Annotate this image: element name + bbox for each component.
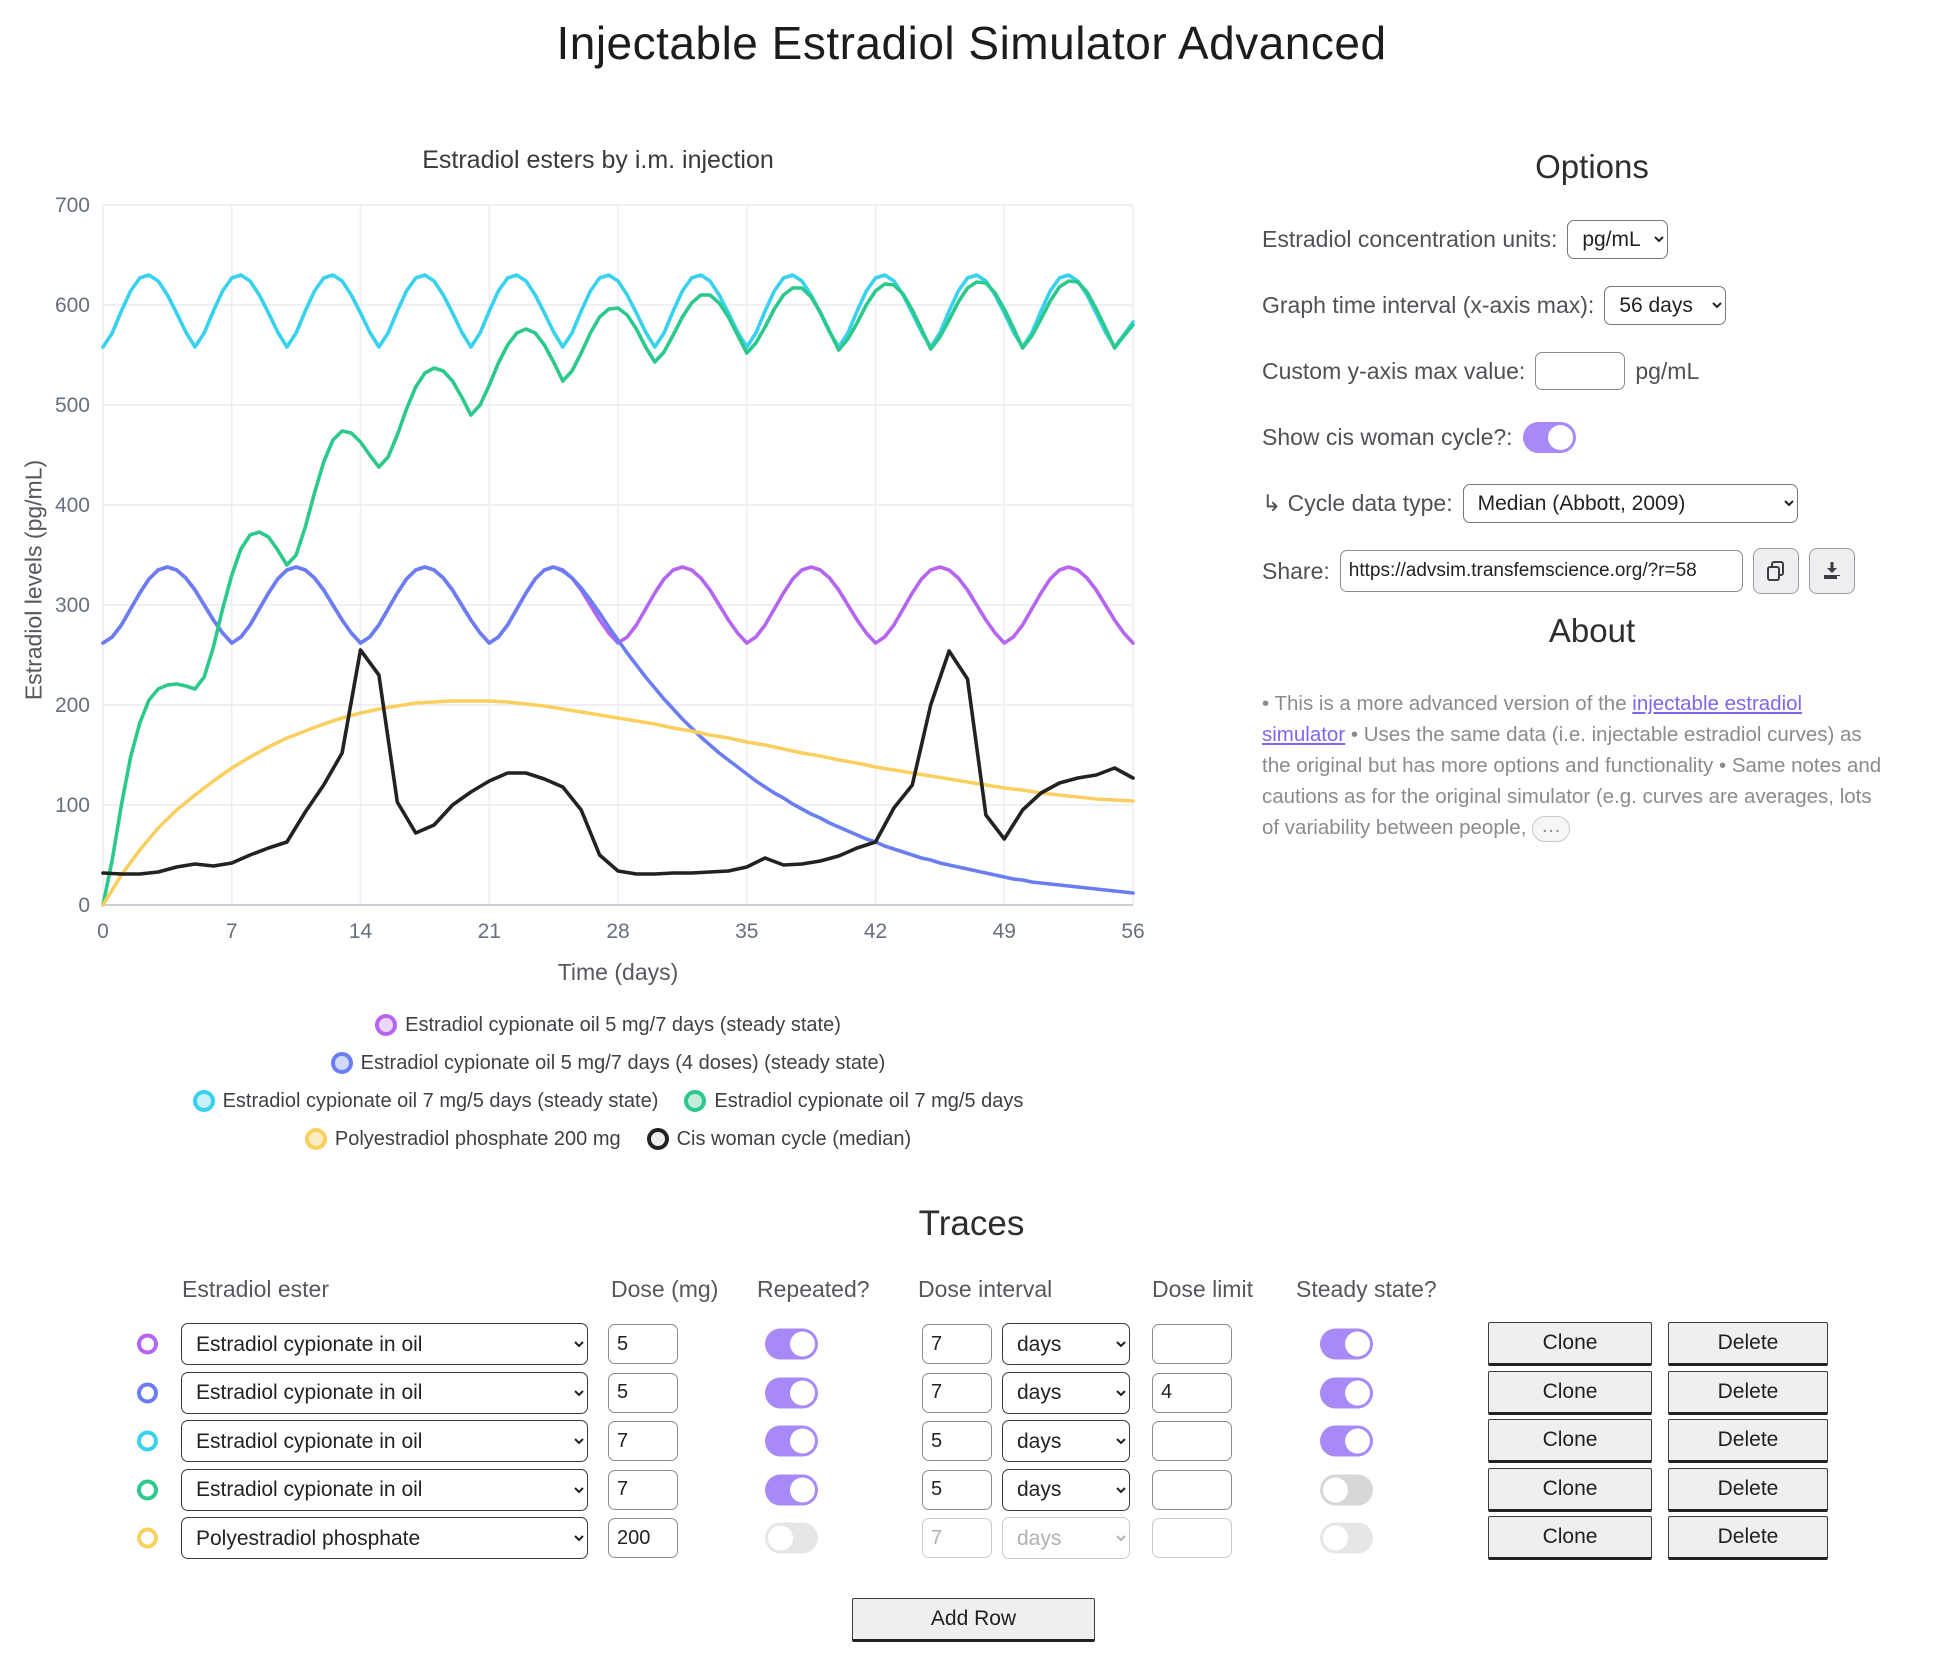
about-paragraph	[1262, 688, 1886, 843]
page-title: Injectable Estradiol Simulator Advanced	[556, 17, 1387, 69]
repeated-toggle[interactable]	[765, 1474, 818, 1505]
repeated-toggle[interactable]	[765, 1377, 818, 1408]
x-tick-label: 14	[348, 920, 373, 943]
traces-column-header: Steady state?	[1296, 1276, 1437, 1302]
dose-input[interactable]	[608, 1470, 678, 1510]
dose-input[interactable]	[608, 1373, 678, 1413]
chart-block	[28, 140, 1178, 1170]
option-row-cycle-type	[1262, 482, 1932, 524]
traces-column-header: Dose limit	[1152, 1276, 1253, 1302]
trace-color-dot	[137, 1382, 158, 1403]
steady-state-toggle	[1320, 1523, 1373, 1554]
copy-icon	[1765, 560, 1787, 582]
interval-unit-select[interactable]	[1002, 1323, 1130, 1365]
trace-color-dot	[137, 1334, 158, 1355]
legend-item[interactable]	[193, 1090, 659, 1113]
legend-marker-icon	[305, 1128, 327, 1150]
legend-row	[28, 1084, 1188, 1118]
clone-button[interactable]: Clone	[1488, 1419, 1652, 1463]
download-button[interactable]	[1809, 548, 1855, 594]
options-heading: Options	[1535, 148, 1649, 185]
traces-column-header: Dose (mg)	[611, 1276, 719, 1302]
toggle-knob	[1345, 1380, 1370, 1405]
ymax-input[interactable]	[1535, 352, 1625, 390]
toggle-knob	[1548, 425, 1573, 450]
trace-row	[0, 1369, 1943, 1417]
steady-state-toggle[interactable]	[1320, 1329, 1373, 1360]
trace-color-dot	[137, 1528, 158, 1549]
legend-row	[28, 1122, 1188, 1156]
interval-input[interactable]	[922, 1421, 992, 1461]
cycle-toggle-label: Show cis woman cycle?:	[1262, 423, 1513, 450]
steady-state-toggle[interactable]	[1320, 1474, 1373, 1505]
y-tick-label: 300	[54, 594, 90, 617]
legend-item[interactable]	[331, 1052, 886, 1075]
repeated-toggle[interactable]	[765, 1329, 818, 1360]
trace-row	[0, 1466, 1943, 1514]
ester-select[interactable]	[181, 1420, 588, 1462]
share-url-input[interactable]	[1340, 550, 1743, 592]
repeated-toggle[interactable]	[765, 1426, 818, 1457]
x-axis-title: Time (days)	[557, 959, 679, 985]
ymax-label: Custom y-axis max value:	[1262, 357, 1526, 384]
legend-label: Estradiol cypionate oil 5 mg/7 days (steady state)	[405, 1013, 841, 1036]
about-text-2: • Uses the same data (i.e. injectable estradiol curves) as the original but has more options and functionality • Same notes and cautions as for the original simulator (e.g. curves are averages, lots of variability between people,	[1262, 723, 1882, 839]
y-tick-label: 0	[78, 894, 90, 917]
toggle-knob	[1323, 1526, 1348, 1551]
dose-limit-input	[1152, 1518, 1232, 1558]
option-row-units	[1262, 218, 1932, 260]
option-row-cycle-toggle	[1262, 416, 1932, 458]
ester-select[interactable]	[181, 1517, 588, 1559]
dose-input[interactable]	[608, 1324, 678, 1364]
legend-marker-icon	[331, 1052, 353, 1074]
x-tick-label: 42	[863, 920, 888, 943]
y-tick-label: 500	[54, 394, 90, 417]
clone-button[interactable]: Clone	[1488, 1516, 1652, 1560]
share-label: Share:	[1262, 557, 1330, 584]
toggle-knob	[790, 1332, 815, 1357]
toggle-knob	[1345, 1332, 1370, 1357]
legend-marker-icon	[193, 1090, 215, 1112]
x-tick-label: 7	[225, 920, 238, 943]
options-panel	[1262, 218, 1932, 594]
option-row-interval	[1262, 284, 1932, 326]
ester-select[interactable]	[181, 1372, 588, 1414]
x-tick-label: 56	[1121, 920, 1145, 943]
toggle-knob	[790, 1429, 815, 1454]
legend-item[interactable]	[684, 1090, 1023, 1113]
clone-button[interactable]: Clone	[1488, 1371, 1652, 1415]
delete-button[interactable]: Delete	[1668, 1371, 1828, 1415]
steady-state-toggle[interactable]	[1320, 1377, 1373, 1408]
ester-select[interactable]	[181, 1323, 588, 1365]
interval-input[interactable]	[922, 1324, 992, 1364]
dose-input[interactable]	[608, 1421, 678, 1461]
dose-input[interactable]	[608, 1518, 678, 1558]
dose-limit-input[interactable]	[1152, 1324, 1232, 1364]
trace-row	[0, 1320, 1943, 1368]
traces-heading: Traces	[918, 1204, 1025, 1243]
chart-title: Estradiol esters by i.m. injection	[422, 146, 774, 174]
interval-label: Graph time interval (x-axis max):	[1262, 291, 1595, 318]
delete-button[interactable]: Delete	[1668, 1468, 1828, 1512]
repeated-toggle	[765, 1523, 818, 1554]
legend-label: Estradiol cypionate oil 7 mg/5 days (steady state)	[222, 1089, 659, 1112]
option-row-ymax	[1262, 350, 1932, 392]
toggle-knob	[790, 1477, 815, 1502]
legend-label: Polyestradiol phosphate 200 mg	[334, 1127, 621, 1150]
legend-marker-icon	[647, 1128, 669, 1150]
x-tick-label: 28	[606, 920, 630, 943]
dose-limit-input[interactable]	[1152, 1373, 1232, 1413]
interval-unit-select[interactable]	[1002, 1420, 1130, 1462]
option-row-share	[1262, 548, 1932, 594]
delete-button[interactable]: Delete	[1668, 1419, 1828, 1463]
units-label: Estradiol concentration units:	[1262, 225, 1558, 252]
dose-limit-input[interactable]	[1152, 1421, 1232, 1461]
copy-link-button[interactable]	[1753, 548, 1799, 594]
estradiol-chart	[28, 160, 1168, 990]
y-tick-label: 600	[54, 294, 90, 317]
delete-button[interactable]: Delete	[1668, 1516, 1828, 1560]
about-heading: About	[1548, 612, 1636, 649]
units-select[interactable]	[1567, 220, 1668, 259]
legend-label: Estradiol cypionate oil 7 mg/5 days	[714, 1089, 1024, 1112]
traces-column-header: Estradiol ester	[182, 1276, 330, 1302]
legend-label: Cis woman cycle (median)	[676, 1127, 912, 1150]
expand-about-button[interactable]: …	[1532, 816, 1570, 842]
interval-unit-select[interactable]	[1002, 1372, 1130, 1414]
legend-label: Estradiol cypionate oil 5 mg/7 days (4 doses) (steady state)	[360, 1051, 886, 1074]
clone-button[interactable]: Clone	[1488, 1468, 1652, 1512]
interval-input	[922, 1518, 992, 1558]
interval-unit-select[interactable]	[1002, 1469, 1130, 1511]
interval-input[interactable]	[922, 1373, 992, 1413]
injectable-estradiol-simulator-link[interactable]: injectable estradiol simulator	[1262, 692, 1803, 746]
legend-item[interactable]	[375, 1014, 841, 1037]
y-tick-label: 100	[54, 794, 90, 817]
legend-item[interactable]	[647, 1128, 912, 1151]
dose-limit-input[interactable]	[1152, 1470, 1232, 1510]
y-axis-title: Estradiol levels (pg/mL)	[20, 459, 47, 701]
show-cycle-toggle[interactable]	[1523, 422, 1576, 453]
x-tick-label: 49	[992, 920, 1016, 943]
x-tick-label: 0	[97, 920, 109, 943]
ester-select[interactable]	[181, 1469, 588, 1511]
cycle-type-select[interactable]	[1463, 484, 1798, 523]
legend-marker-icon	[684, 1090, 706, 1112]
x-tick-label: 35	[735, 920, 759, 943]
add-row-button[interactable]: Add Row	[852, 1598, 1095, 1642]
cycle-type-label: ↳ Cycle data type:	[1262, 489, 1453, 516]
traces-column-header: Repeated?	[757, 1276, 870, 1302]
about-text-1: • This is a more advanced version of the	[1262, 692, 1633, 715]
trace-row	[0, 1417, 1943, 1465]
y-tick-label: 200	[54, 694, 90, 717]
trace-color-dot	[137, 1479, 158, 1500]
toggle-knob	[768, 1526, 793, 1551]
delete-button[interactable]: Delete	[1668, 1322, 1828, 1366]
toggle-knob	[790, 1380, 815, 1405]
trace-color-dot	[137, 1431, 158, 1452]
download-icon	[1821, 560, 1843, 582]
legend-row	[28, 1008, 1188, 1042]
toggle-knob	[1323, 1477, 1348, 1502]
toggle-knob	[1345, 1429, 1370, 1454]
interval-unit-select	[1002, 1517, 1130, 1559]
clone-button[interactable]: Clone	[1488, 1322, 1652, 1366]
y-tick-label: 700	[54, 194, 90, 217]
legend-marker-icon	[375, 1014, 397, 1036]
y-tick-label: 400	[54, 494, 90, 517]
trace-row	[0, 1514, 1943, 1562]
legend-item[interactable]	[305, 1128, 621, 1151]
steady-state-toggle[interactable]	[1320, 1426, 1373, 1457]
x-tick-label: 21	[477, 920, 501, 943]
interval-input[interactable]	[922, 1470, 992, 1510]
traces-column-header: Dose interval	[918, 1276, 1053, 1302]
interval-select[interactable]	[1604, 286, 1726, 325]
ymax-suffix: pg/mL	[1635, 357, 1700, 384]
legend-row	[28, 1046, 1188, 1080]
